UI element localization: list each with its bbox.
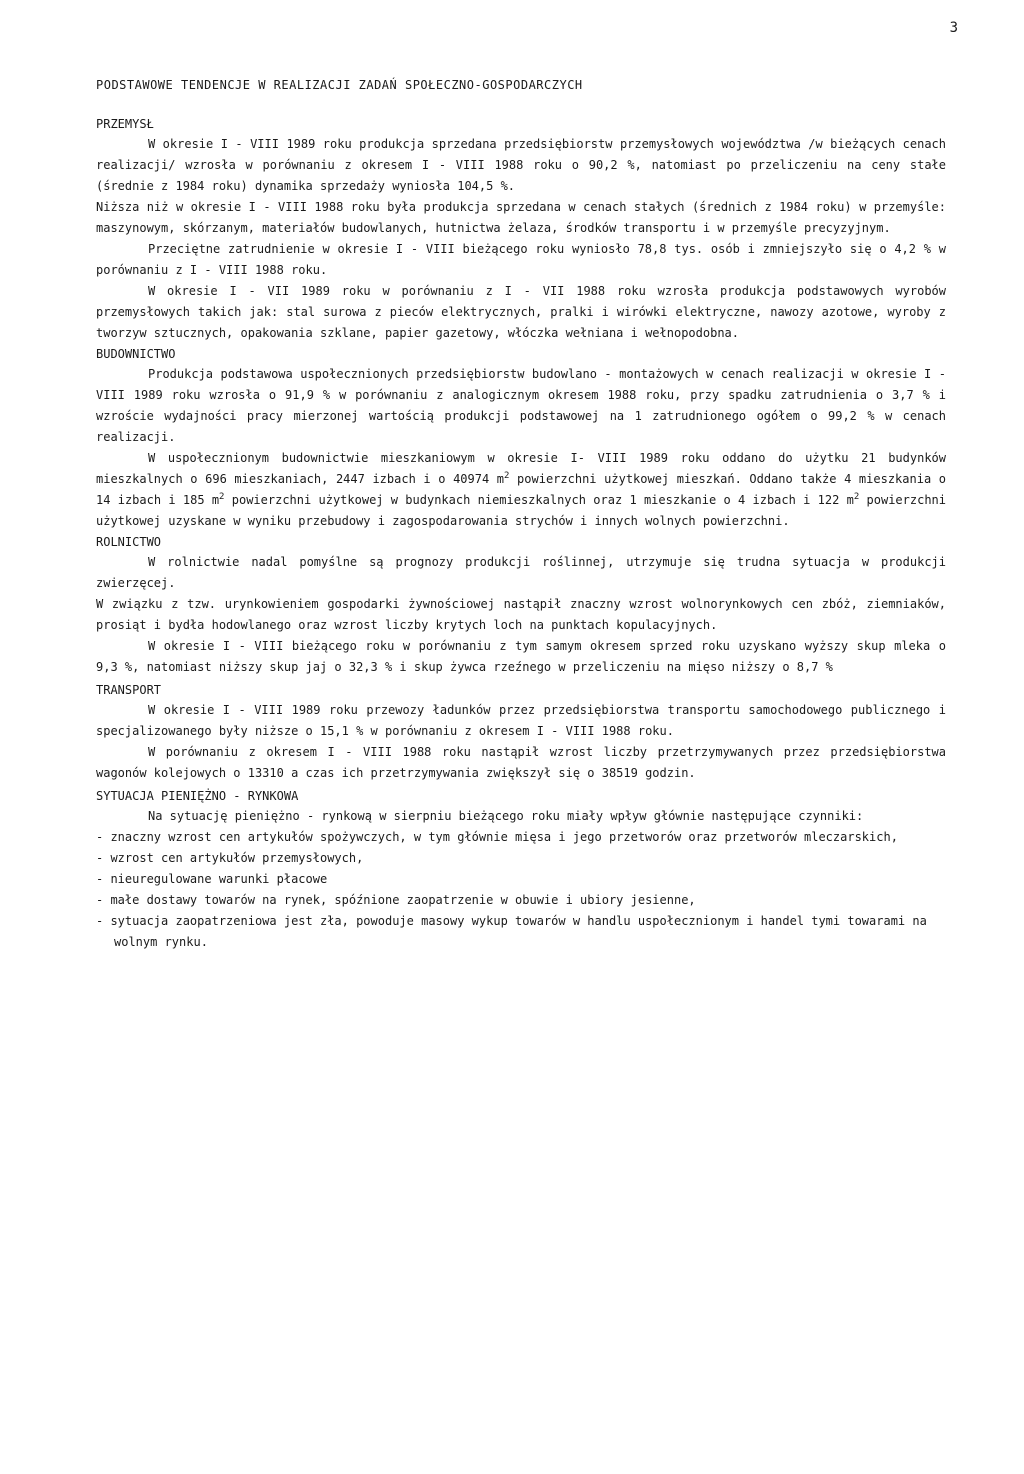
section-heading-budownictwo: BUDOWNICTWO [96,347,176,361]
document-body [96,78,946,953]
section-heading-sytuacja: SYTUACJA PIENIĘŻNO - RYNKOWA [96,789,299,803]
text-fragment: powierzchni użytkowej uzyskane w wyniku przebudowy i zagospodarowania strychów i innych wolnych powierzchni. [96,493,946,528]
paragraph: Niższa niż w okresie I - VIII 1988 roku była produkcja sprzedana w cenach stałych (średnich z 1984 roku) w przemyśle: maszynowym, skórzanym, materiałów budowlanych, hutnictwa żelaza, środków transportu i w przemyśle precyzyjnym. [96,200,946,235]
list-item: - sytuacja zaopatrzeniowa jest zła, powoduje masowy wykup towarów w handlu uspołecznionym i handel tymi towarami na wolnym rynku. [96,914,927,949]
document-title: PODSTAWOWE TENDENCJE W REALIZACJI ZADAŃ SPOŁECZNO-GOSPODARCZYCH [96,78,583,92]
section-heading-transport: TRANSPORT [96,683,162,697]
section-heading-rolnictwo: ROLNICTWO [96,535,162,549]
text-fragment: powierzchni użytkowej mieszkań. Oddano także 4 mieszkania o 14 izbach i 185 m [96,472,946,507]
paragraph: Na sytuację pieniężno - rynkową w sierpniu bieżącego roku miały wpływ głównie następujące czynniki: [148,809,864,823]
section-sytuacja [96,786,946,953]
paragraph: W okresie I - VII 1989 roku w porównaniu z I - VII 1988 roku wzrosła produkcja podstawowych wyrobów przemysłowych takich jak: stal surowa z pieców elektrycznych, pralki i wirówki elektryczne, nawozy azotowe, wyroby z tworzyw sztucznych, opakowania szklane, papier gazetowy, włóczka wełniana i wełnopodobna. [96,284,946,340]
superscript: 2 [219,492,225,502]
paragraph: Produkcja podstawowa uspołecznionych przedsiębiorstw budowlano - montażowych w cenach realizacji w okresie I - VIII 1989 roku wzrosła o 91,9 % w porównaniu z analogicznym okresem 1988 roku, przy spadku zatrudnienia o 3,7 % i wzroście wydajności pracy mierzonej wartością produkcji podstawowej na 1 zatrudnionego ogółem o 99,2 % w cenach realizacji. [96,367,946,444]
list-item: - małe dostawy towarów na rynek, spóźnione zaopatrzenie w obuwie i ubiory jesienne, [96,893,696,907]
paragraph: W związku z tzw. urynkowieniem gospodarki żywnościowej nastąpił znaczny wzrost wolnorynkowych cen zbóż, ziemniaków, prosiąt i bydła hodowlanego oraz wzrost liczby krytych loch na punktach kopulacyjnych. [96,597,946,632]
paragraph-housing [96,448,946,532]
paragraph: W rolnictwie nadal pomyślne są prognozy produkcji roślinnej, utrzymuje się trudna sytuacja w produkcji zwierzęcej. [96,555,946,590]
page-number: 3 [949,20,958,36]
section-heading-przemysl: PRZEMYSŁ [96,117,154,131]
superscript: 2 [504,471,510,481]
paragraph: W okresie I - VIII bieżącego roku w porównaniu z tym samym okresem sprzed roku uzyskano wyższy skup mleka o 9,3 %, natomiast niższy skup jaj o 32,3 % i skup żywca rzeźnego w przeliczeniu na mięso niższy o 8,7 % [96,639,946,674]
paragraph: W okresie I - VIII 1989 roku przewozy ładunków przez przedsiębiorstwa transportu samochodowego publicznego i specjalizowanego były niższe o 15,1 % w porównaniu z okresem I - VIII 1988 roku. [96,703,946,738]
section-przemysl [96,114,946,344]
section-rolnictwo [96,532,946,678]
list-item: - nieuregulowane warunki płacowe [96,872,328,886]
section-transport [96,680,946,784]
list-item: - wzrost cen artykułów przemysłowych, [96,851,364,865]
text-fragment: powierzchni użytkowej w budynkach niemieszkalnych oraz 1 mieszkanie o 4 izbach i 122 m [224,493,854,507]
paragraph: W okresie I - VIII 1989 roku produkcja sprzedana przedsiębiorstw przemysłowych województwa /w bieżących cenach realizacji/ wzrosła w porównaniu z okresem I - VIII 1988 roku o 90,2 %, natomiast po przeliczeniu na ceny stałe (średnie z 1984 roku) dynamika sprzedaży wyniosła 104,5 %. [96,137,946,193]
superscript: 2 [853,492,860,502]
paragraph: W porównaniu z okresem I - VIII 1988 roku nastąpił wzrost liczby przetrzymywanych przez przedsiębiorstwa wagonów kolejowych o 13310 a czas ich przetrzymywania zwiększył się o 38519 godzin. [96,745,946,780]
factor-list [96,827,946,953]
list-item: - znaczny wzrost cen artykułów spożywczych, w tym głównie mięsa i jego przetworów oraz przetworów mleczarskich, [96,830,898,844]
text-fragment: W uspołecznionym budownictwie mieszkaniowym w okresie I- VIII 1989 roku oddano do użytku 21 budynków mieszkalnych o 696 mieszkaniach, 2447 izbach i o 40974 m [96,451,946,486]
paragraph: Przeciętne zatrudnienie w okresie I - VIII bieżącego roku wyniosło 78,8 tys. osób i zmniejszyło się o 4,2 % w porównaniu z I - VIII 1988 roku. [96,242,946,277]
section-budownictwo [96,344,946,532]
